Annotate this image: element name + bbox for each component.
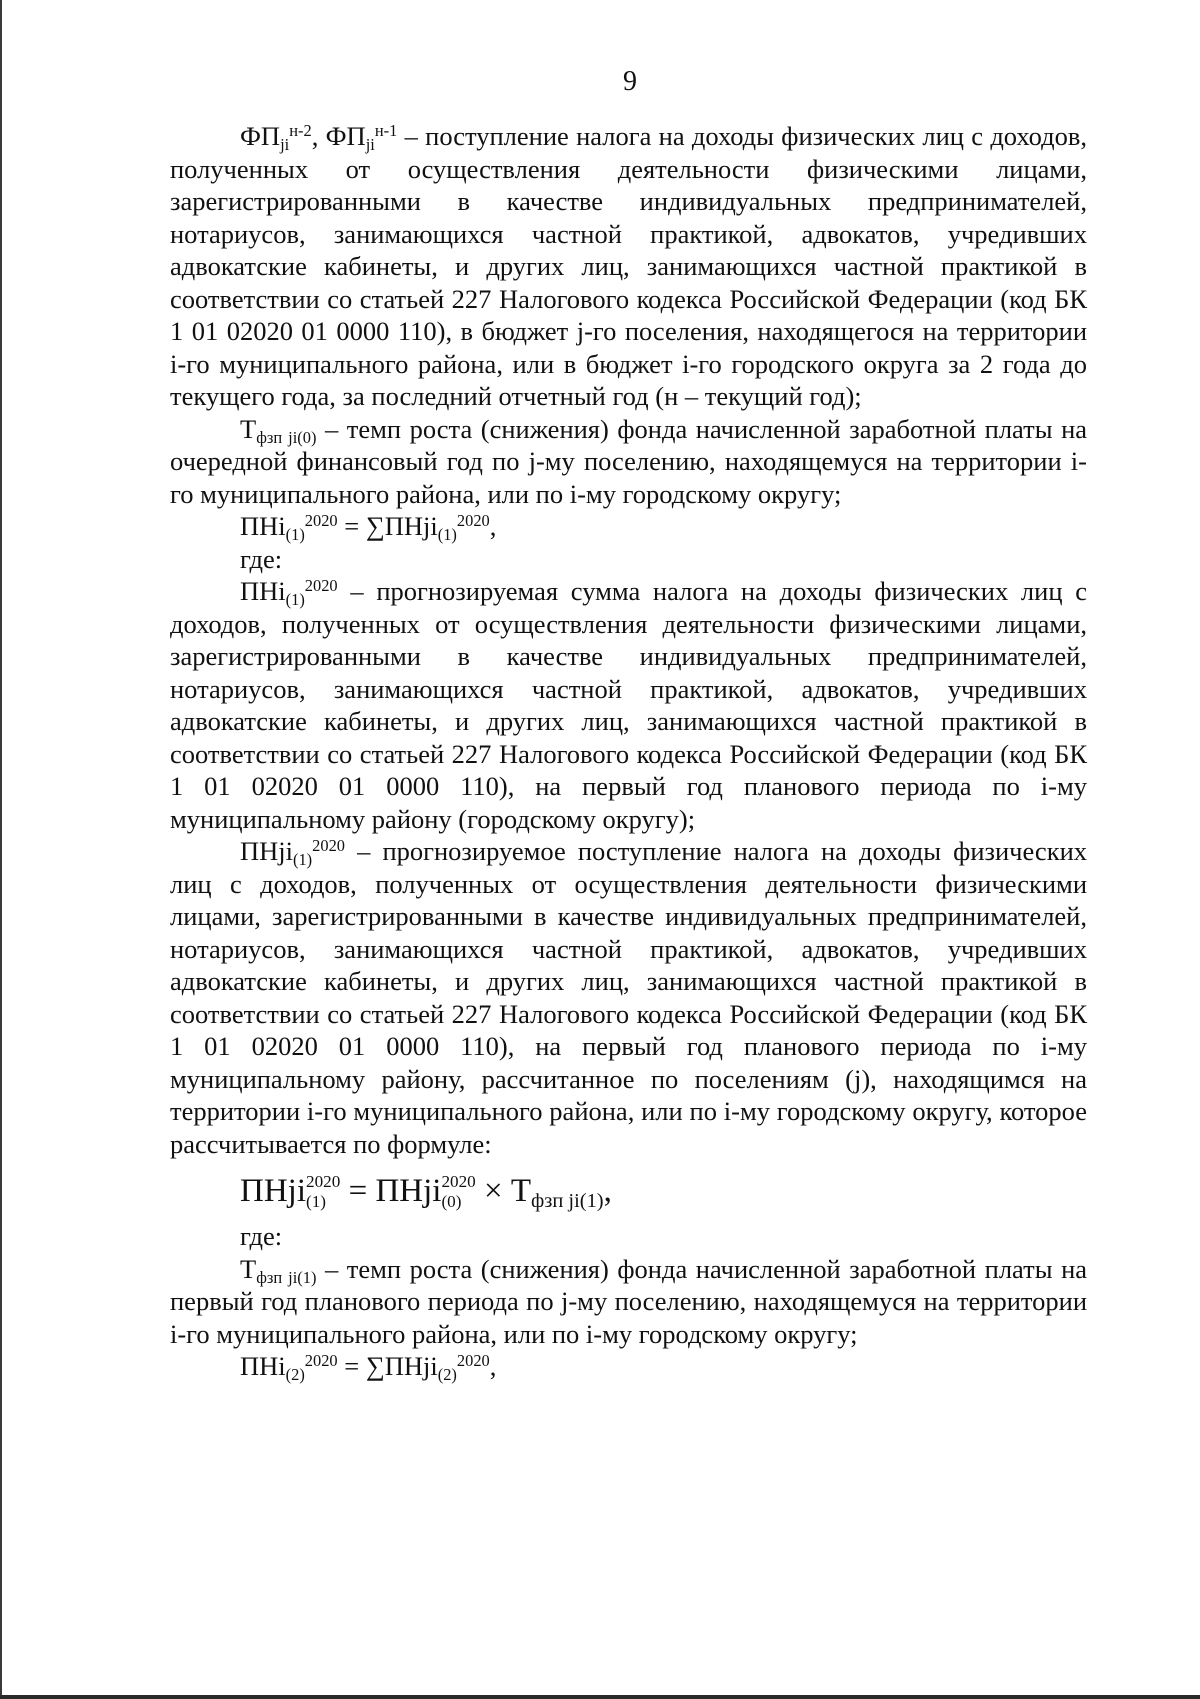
where-label: где: (240, 1221, 283, 1251)
paragraph-fp-definition (170, 120, 1087, 413)
symbol-fp-superscript: н-2 (289, 120, 312, 140)
paragraph-text: – темп роста (снижения) фонда начисленной заработной платы на первый год планового периода по j-му поселению, находящемуся на территории i-го муниципального района, или по i-му городскому округу; (170, 1253, 1088, 1349)
paragraph-text: – темп роста (снижения) фонда начисленной заработной платы на очередной финансовый год по j-му поселению, находящемуся на территории i-го муниципального района, или по i-му городскому округу; (170, 413, 1088, 509)
formula-pnji1-product (170, 1166, 1087, 1216)
symbol-pnji: ПНji (240, 836, 293, 866)
symbol-fp: ФП (240, 121, 281, 151)
symbol-fp-2-subscript: ji (365, 134, 375, 154)
formula-pni1-sum (170, 510, 1087, 543)
formula-equals-sum: = ∑ (337, 511, 385, 541)
symbol-t: Т (240, 413, 257, 444)
symbol-pni: ПНi (240, 576, 286, 606)
formula-rhs-subscript: (2) (437, 1364, 457, 1384)
formula-pni2-sum (170, 1350, 1087, 1383)
formula-t: Т (510, 1173, 532, 1209)
formula-lhs-superscript: 2020 (304, 510, 338, 530)
paragraph-pnji1-definition (170, 835, 1087, 1160)
where-label: где: (240, 543, 283, 574)
formula-t-subscript: фзп ji(1) (531, 1190, 604, 1213)
symbol-pni-superscript: 2020 (304, 575, 338, 595)
formula-rhs: ПНji (384, 511, 438, 541)
paragraph-pni1-definition (170, 575, 1087, 835)
formula-rhs-subscript: (1) (437, 524, 457, 544)
document-body (170, 120, 1087, 1383)
formula-end: , (489, 511, 497, 541)
paragraph-tfzp0-definition (170, 413, 1087, 511)
formula-lhs-subscript: (1) (306, 1192, 327, 1211)
paragraph-tfzp1-definition (170, 1253, 1087, 1351)
symbol-fp-subscript: ji (280, 134, 290, 154)
formula-rhs-superscript: 2020 (441, 1172, 476, 1192)
symbol-pni-subscript: (1) (285, 589, 305, 609)
formula-equals-sum: = ∑ (337, 1351, 385, 1381)
formula-rhs-superscript: 2020 (456, 1350, 490, 1370)
paragraph-text: – прогнозируемое поступление налога на доходы физических лиц с доходов, полученных от осуществления деятельности физическими лицами, зарегистрированными в качестве индивидуальных предпринимателей, нотариусов, занимающихся частной практикой, адвокатов, учредивших адвокатские кабинеты, и других лиц, занимающихся частной практикой в соответствии со статьей 227 Налогового кодекса Российской Федерации (код БК 1 01 02020 01 0000 110), на первый год планового периода по i-му муниципальному району, рассчитанное по поселениям (j), находящимся на территории i-го муниципального района, или по i-му городскому округу, которое рассчитывается по формуле: (170, 836, 1087, 1159)
page-number: 9 (623, 66, 637, 97)
formula-times: × (475, 1173, 511, 1209)
symbol-fp-2-superscript: н-1 (374, 120, 398, 140)
page-bottom-border (0, 1695, 1200, 1699)
formula-end: , (603, 1173, 612, 1209)
formula-rhs: ПНji (375, 1173, 442, 1209)
formula-rhs-subscript: (0) (441, 1192, 462, 1211)
symbol-fp-2: ФП (325, 121, 366, 151)
symbol-t-subscript: фзп ji(1) (256, 1267, 317, 1287)
formula-rhs-indices (441, 1172, 475, 1211)
formula-lhs-superscript: 2020 (306, 1172, 341, 1192)
formula-lhs-subscript: (2) (285, 1364, 305, 1384)
symbol-t: Т (240, 1253, 257, 1284)
formula-lhs: ПНji (240, 1173, 306, 1209)
symbol-pnji-superscript: 2020 (312, 835, 345, 855)
page-left-border (0, 0, 2, 1699)
formula-lhs-indices (306, 1172, 340, 1211)
formula-lhs: ПНi (240, 1351, 286, 1381)
symbol-t-subscript: фзп ji(0) (256, 427, 317, 447)
formula-rhs-superscript: 2020 (456, 510, 490, 530)
symbol-separator: , (311, 121, 326, 151)
formula-lhs-subscript: (1) (285, 524, 305, 544)
formula-end: , (489, 1351, 497, 1381)
formula-equals: = (340, 1173, 376, 1209)
formula-rhs: ПНji (384, 1351, 438, 1381)
formula-lhs-superscript: 2020 (304, 1350, 338, 1370)
paragraph-text: – прогнозируемая сумма налога на доходы физических лиц с доходов, полученных от осуществления деятельности физическими лицами, зарегистрированными в качестве индивидуальных предпринимателей, нотариусов, занимающихся частной практикой, адвокатов, учредивших адвокатские кабинеты, и других лиц, занимающихся частной практикой в соответствии со статьей 227 Налогового кодекса Российской Федерации (код БК 1 01 02020 01 0000 110), на первый год планового периода по i-му муниципальному району (городскому округу); (170, 576, 1087, 834)
paragraph-text: – поступление налога на доходы физических лиц с доходов, полученных от осуществления деятельности физическими лицами, зарегистрированными в качестве индивидуальных предпринимателей, нотариусов, занимающихся частной практикой, адвокатов, учредивших адвокатские кабинеты, и других лиц, занимающихся частной практикой в соответствии со статьей 227 Налогового кодекса Российской Федерации (код БК 1 01 02020 01 0000 110), в бюджет j-го поселения, находящегося на территории i-го муниципального района, или в бюджет i-го городского округа за 2 года до текущего года, за последний отчетный год (н – текущий год); (170, 121, 1087, 411)
symbol-pnji-subscript: (1) (293, 849, 313, 869)
formula-lhs: ПНi (240, 511, 286, 541)
